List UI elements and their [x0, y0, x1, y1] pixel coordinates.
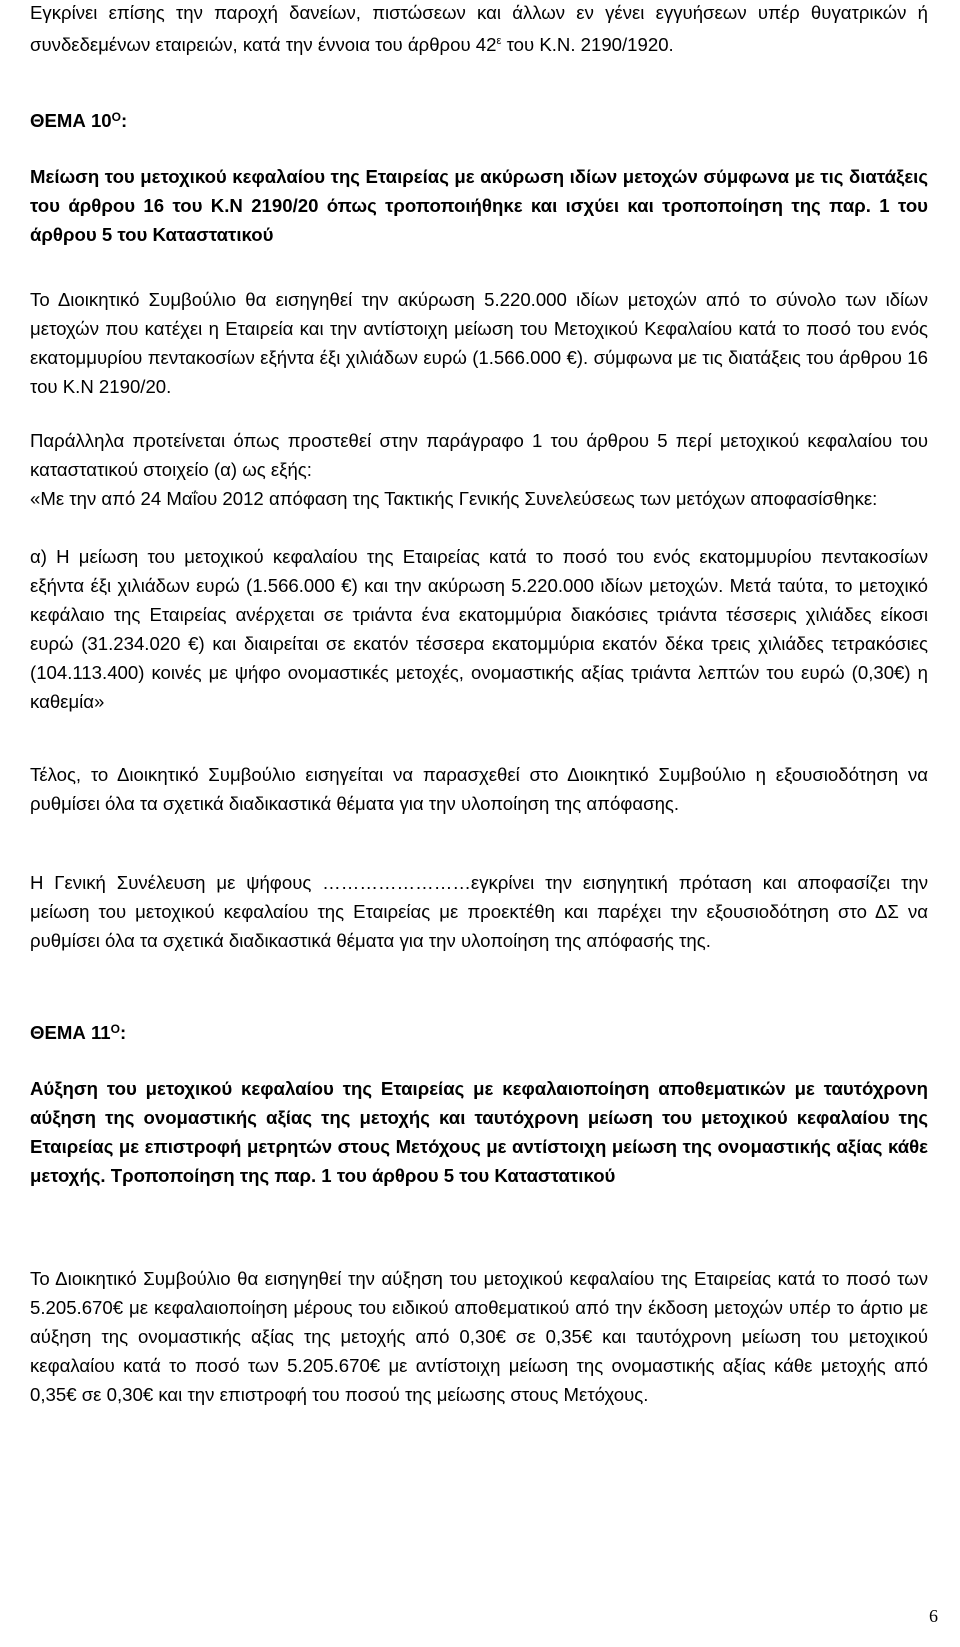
theme-10-paragraph-5: Τέλος, το Διοικητικό Συμβούλιο εισηγείται να παρασχεθεί στο Διοικητικό Συμβούλιο η εξουσιοδότηση να ρυθμίσει όλα τα σχετικά διαδικαστικά θέματα για την υλοποίηση της απόφασης. — [30, 764, 928, 814]
theme-10-heading-text: ΘΕΜΑ 10 — [30, 110, 112, 131]
theme-11-heading-text: ΘΕΜΑ 11 — [30, 1022, 111, 1043]
theme-10-paragraph-2: Παράλληλα προτείνεται όπως προστεθεί στην παράγραφο 1 του άρθρου 5 περί μετοχικού κεφαλαίου του καταστατικού στοιχείο (α) ως εξής: — [30, 430, 928, 480]
theme-10-paragraph-4: α) Η μείωση του μετοχικού κεφαλαίου της Εταιρείας κατά το ποσό του ενός εκατομμυρίου πεντακοσίων εξήντα έξι χιλιάδων ευρώ (1.566.000 €) και την ακύρωση 5.220.000 ιδίων μετοχών. Μετά ταύτα, το μετοχικό κεφάλαιο της Εταιρείας ανέρχεται σε τριάντα ένα εκατομμύρια διακόσιες τριάντα τέσσερις χιλιάδες είκοσι ευρώ (31.234.020 €) και διαιρείται σε εκατόν τέσσερα εκατομμύρια εκατόν δέκα τρεις χιλιάδες τετρακόσιες (104.113.400) κοινές με ψήφο ονομαστικές μετοχές, ονομαστικής αξίας τριάντα λεπτών του ευρώ (0,30€) η καθεμία» — [30, 546, 928, 712]
theme-10-heading-colon: : — [120, 110, 128, 131]
theme-11-heading-sup: Ο — [110, 1022, 120, 1036]
intro-paragraph — [30, 0, 928, 59]
theme-11-paragraph-1: Το Διοικητικό Συμβούλιο θα εισηγηθεί την αύξηση του μετοχικού κεφαλαίου της Εταιρείας κατά το ποσό των 5.205.670€ με κεφαλαιοποίηση μέρους του ειδικού αποθεματικού από την έκδοση μετοχών υπέρ το άρτιο με αύξηση της ονομαστικής αξίας της μετοχής από 0,30€ σε 0,35€ και ταυτόχρονη μείωση του μετοχικού κεφαλαίου κατά το ποσό των 5.205.670€ με αντίστοιχη μείωση της ονομαστικής αξίας κάθε μετοχής από 0,35€ σε 0,30€ και την επιστροφή του ποσού της μείωσης στους Μετόχους. — [30, 1268, 928, 1405]
theme-10-paragraph-3: «Με την από 24 Μαΐου 2012 απόφαση της Τακτικής Γενικής Συνελεύσεως των μετόχων αποφασίσθηκε: — [30, 488, 878, 509]
intro-sup: ε — [496, 35, 502, 47]
theme-10-heading-sup: Ο — [111, 110, 121, 124]
intro-text-2: του Κ.Ν. 2190/1920. — [501, 34, 674, 56]
theme-11-heading — [30, 1018, 126, 1047]
theme-10-paragraph-6: Η Γενική Συνέλευση με ψήφους ……………………εγκρίνει την εισηγητική πρόταση και αποφασίζει την μείωση του μετοχικού κεφαλαίου της Εταιρείας με προεκτέθη και παρέχει την εξουσιοδότηση στο ΔΣ να ρυθμίσει όλα τα σχετικά διαδικαστικά θέματα για την υλοποίηση της απόφασής της. — [30, 872, 928, 951]
theme-10-paragraph-1: Το Διοικητικό Συμβούλιο θα εισηγηθεί την ακύρωση 5.220.000 ιδίων μετοχών από το σύνολο των ιδίων μετοχών που κατέχει η Εταιρεία και την αντίστοιχη μείωση του Μετοχικού Κεφαλαίου κατά το ποσό του ενός εκατομμυρίου πεντακοσίων εξήντα έξι χιλιάδων ευρώ (1.566.000 €). σύμφωνα με τις διατάξεις του άρθρου 16 του Κ.Ν 2190/20. — [30, 289, 928, 397]
theme-10-title: Μείωση του μετοχικού κεφαλαίου της Εταιρείας με ακύρωση ιδίων μετοχών σύμφωνα με τις διατάξεις του άρθρου 16 του Κ.Ν 2190/20 όπως τροποποιήθηκε και ισχύει και τροποποίηση της παρ. 1 του άρθρου 5 του Καταστατικού — [30, 166, 928, 245]
theme-11-title: Αύξηση του μετοχικού κεφαλαίου της Εταιρείας με κεφαλαιοποίηση αποθεματικών με ταυτόχρονη αύξηση της ονομαστικής αξίας της μετοχής και ταυτόχρονη μείωση του μετοχικού κεφαλαίου της Εταιρείας με επιστροφή μετρητών στους Μετόχους με αντίστοιχη μείωση της ονομαστικής αξίας κάθε μετοχής. Τροποποίηση της παρ. 1 του άρθρου 5 του Καταστατικού — [30, 1078, 928, 1186]
theme-11-heading-colon: : — [119, 1022, 127, 1043]
intro-text: Εγκρίνει επίσης την παροχή δανείων, πιστώσεων και άλλων εν γένει εγγυήσεων υπέρ θυγατρικών ή συνδεδεμένων εταιρειών, κατά την έννοια του άρθρου 42 — [30, 2, 928, 56]
page-number: 6 — [929, 1606, 938, 1626]
theme-10-heading — [30, 106, 127, 135]
